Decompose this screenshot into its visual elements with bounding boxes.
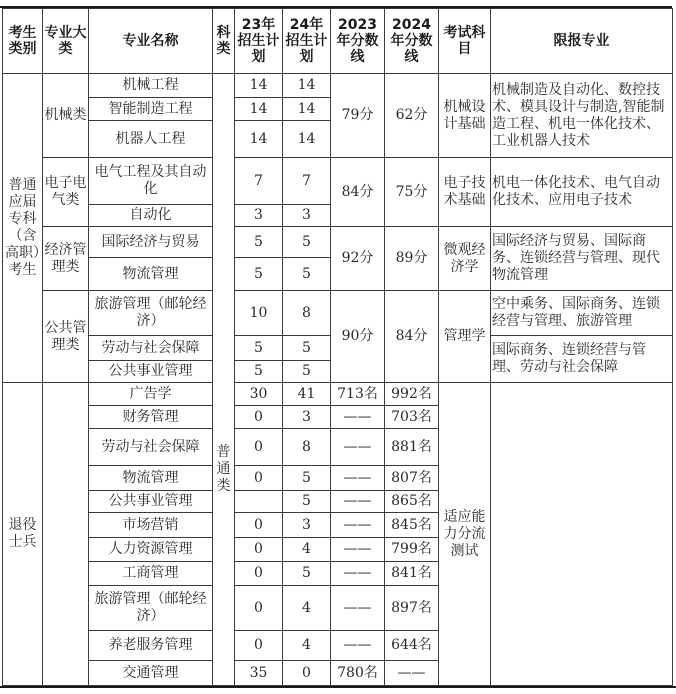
major-name: 电气工程及其自动化 — [89, 158, 213, 205]
header-row — [3, 9, 673, 74]
plan-2023: 0 — [235, 429, 283, 466]
exam-subject: 微观经济学 — [439, 227, 491, 291]
score-2024: 865名 — [385, 491, 439, 513]
score-2024: 84分 — [385, 291, 439, 383]
exam-subject: 管理学 — [439, 291, 491, 383]
plan-2023: 5 — [235, 227, 283, 258]
restricted-majors: 空中乘务、国际商务、连锁经营与管理、旅游管理 — [491, 291, 673, 336]
plan-2023: 5 — [235, 336, 283, 361]
plan-2024: 5 — [283, 258, 331, 291]
plan-2024: 5 — [283, 227, 331, 258]
major-name: 机械工程 — [89, 74, 213, 98]
student-category-regular: 普通应届专科（含高职）考生 — [3, 74, 43, 383]
plan-2024: 4 — [283, 631, 331, 661]
score-2024: 881名 — [385, 429, 439, 466]
plan-2023: 14 — [235, 98, 283, 121]
plan-2024: 8 — [283, 291, 331, 336]
major-name: 旅游管理（邮轮经济） — [89, 586, 213, 631]
plan-2024: 5 — [283, 336, 331, 361]
header-exam-subject: 考试科目 — [439, 9, 491, 74]
major-name: 公共事业管理 — [89, 361, 213, 383]
table-row — [3, 158, 673, 205]
plan-2024: 3 — [283, 513, 331, 538]
score-2023: —— — [331, 466, 385, 491]
plan-2024: 14 — [283, 74, 331, 98]
plan-2024: 4 — [283, 586, 331, 631]
table-row — [3, 291, 673, 336]
exam-subject: 适应能力分流测试 — [439, 383, 491, 686]
major-name: 自动化 — [89, 205, 213, 227]
admission-table — [2, 8, 673, 686]
score-2023: 79分 — [331, 74, 385, 158]
major-name: 物流管理 — [89, 466, 213, 491]
plan-2024: 41 — [283, 383, 331, 406]
plan-2023: 7 — [235, 158, 283, 205]
score-2023: —— — [331, 513, 385, 538]
plan-2024: 5 — [283, 466, 331, 491]
score-2024: 703名 — [385, 406, 439, 429]
score-2024: —— — [385, 661, 439, 686]
major-name: 智能制造工程 — [89, 98, 213, 121]
plan-2024: 14 — [283, 121, 331, 158]
plan-2023: 0 — [235, 538, 283, 562]
plan-2023: 14 — [235, 121, 283, 158]
student-category-veterans: 退役士兵 — [3, 383, 43, 686]
restricted-majors: 机械制造及自动化、数控技术、模具设计与制造,智能制造工程、机电一体化技术、工业机器人技术 — [491, 74, 673, 158]
exam-subject: 机械设计基础 — [439, 74, 491, 158]
major-name: 劳动与社会保障 — [89, 336, 213, 361]
header-plan-2024: 24年招生计划 — [283, 9, 331, 74]
header-score-2024: 2024年分数线 — [385, 9, 439, 74]
plan-2023: 3 — [235, 205, 283, 227]
score-2023: 713名 — [331, 383, 385, 406]
major-class: 机械类 — [43, 74, 89, 158]
score-2024: 62分 — [385, 74, 439, 158]
major-class-empty — [43, 383, 89, 686]
plan-2024: 5 — [283, 491, 331, 513]
major-name: 广告学 — [89, 383, 213, 406]
plan-2023: 0 — [235, 562, 283, 586]
header-major-class: 专业大类 — [43, 9, 89, 74]
major-name: 财务管理 — [89, 406, 213, 429]
major-name: 公共事业管理 — [89, 491, 213, 513]
plan-2023: 0 — [235, 631, 283, 661]
plan-2023 — [235, 491, 283, 513]
plan-2024: 0 — [283, 661, 331, 686]
score-2023: 92分 — [331, 227, 385, 291]
header-plan-2023: 23年招生计划 — [235, 9, 283, 74]
plan-2023: 30 — [235, 383, 283, 406]
plan-2023: 10 — [235, 291, 283, 336]
restricted-majors-empty — [491, 383, 673, 686]
major-name: 物流管理 — [89, 258, 213, 291]
score-2024: 807名 — [385, 466, 439, 491]
restricted-majors: 机电一体化技术、电气自动化技术、应用电子技术 — [491, 158, 673, 227]
score-2024: 799名 — [385, 538, 439, 562]
major-class: 公共管理类 — [43, 291, 89, 383]
major-name: 机器人工程 — [89, 121, 213, 158]
plan-2024: 3 — [283, 205, 331, 227]
header-score-2023: 2023年分数线 — [331, 9, 385, 74]
major-name: 交通管理 — [89, 661, 213, 686]
major-name: 市场营销 — [89, 513, 213, 538]
major-class: 经济管理类 — [43, 227, 89, 291]
score-2024: 897名 — [385, 586, 439, 631]
plan-2024: 8 — [283, 429, 331, 466]
major-name: 人力资源管理 — [89, 538, 213, 562]
plan-2023: 0 — [235, 406, 283, 429]
score-2024: 89分 — [385, 227, 439, 291]
plan-2024: 5 — [283, 562, 331, 586]
score-2023: 90分 — [331, 291, 385, 383]
exam-subject: 电子技术基础 — [439, 158, 491, 227]
plan-2023: 0 — [235, 513, 283, 538]
major-name: 国际经济与贸易 — [89, 227, 213, 258]
plan-2024: 5 — [283, 361, 331, 383]
major-name: 旅游管理（邮轮经济） — [89, 291, 213, 336]
plan-2023: 0 — [235, 466, 283, 491]
plan-2024: 14 — [283, 98, 331, 121]
major-class: 电子电气类 — [43, 158, 89, 227]
subject-type: 普通类 — [213, 74, 235, 686]
plan-2023: 0 — [235, 586, 283, 631]
score-2023: —— — [331, 406, 385, 429]
major-name: 养老服务管理 — [89, 631, 213, 661]
score-2024: 845名 — [385, 513, 439, 538]
score-2024: 75分 — [385, 158, 439, 227]
score-2023: 780名 — [331, 661, 385, 686]
table-row — [3, 383, 673, 406]
plan-2024: 4 — [283, 538, 331, 562]
score-2024: 841名 — [385, 562, 439, 586]
header-student-category: 考生类别 — [3, 9, 43, 74]
restricted-majors: 国际经济与贸易、国际商务、连锁经营与管理、现代物流管理 — [491, 227, 673, 291]
score-2023: —— — [331, 429, 385, 466]
plan-2023: 35 — [235, 661, 283, 686]
plan-2023: 5 — [235, 361, 283, 383]
table-row — [3, 74, 673, 98]
bottom-rule — [0, 686, 676, 694]
restricted-majors: 国际商务、连锁经营与管理、劳动与社会保障 — [491, 336, 673, 383]
score-2024: 644名 — [385, 631, 439, 661]
plan-2023: 14 — [235, 74, 283, 98]
score-2023: 84分 — [331, 158, 385, 227]
plan-2024: 7 — [283, 158, 331, 205]
major-name: 工商管理 — [89, 562, 213, 586]
score-2023: —— — [331, 631, 385, 661]
score-2023: —— — [331, 586, 385, 631]
header-restricted-majors: 限报专业 — [491, 9, 673, 74]
score-2023: —— — [331, 491, 385, 513]
score-2023: —— — [331, 538, 385, 562]
plan-2023: 5 — [235, 258, 283, 291]
header-subject-type: 科类 — [213, 9, 235, 74]
table-row — [3, 227, 673, 258]
score-2024: 992名 — [385, 383, 439, 406]
major-name: 劳动与社会保障 — [89, 429, 213, 466]
plan-2024: 3 — [283, 406, 331, 429]
header-major-name: 专业名称 — [89, 9, 213, 74]
score-2023: —— — [331, 562, 385, 586]
